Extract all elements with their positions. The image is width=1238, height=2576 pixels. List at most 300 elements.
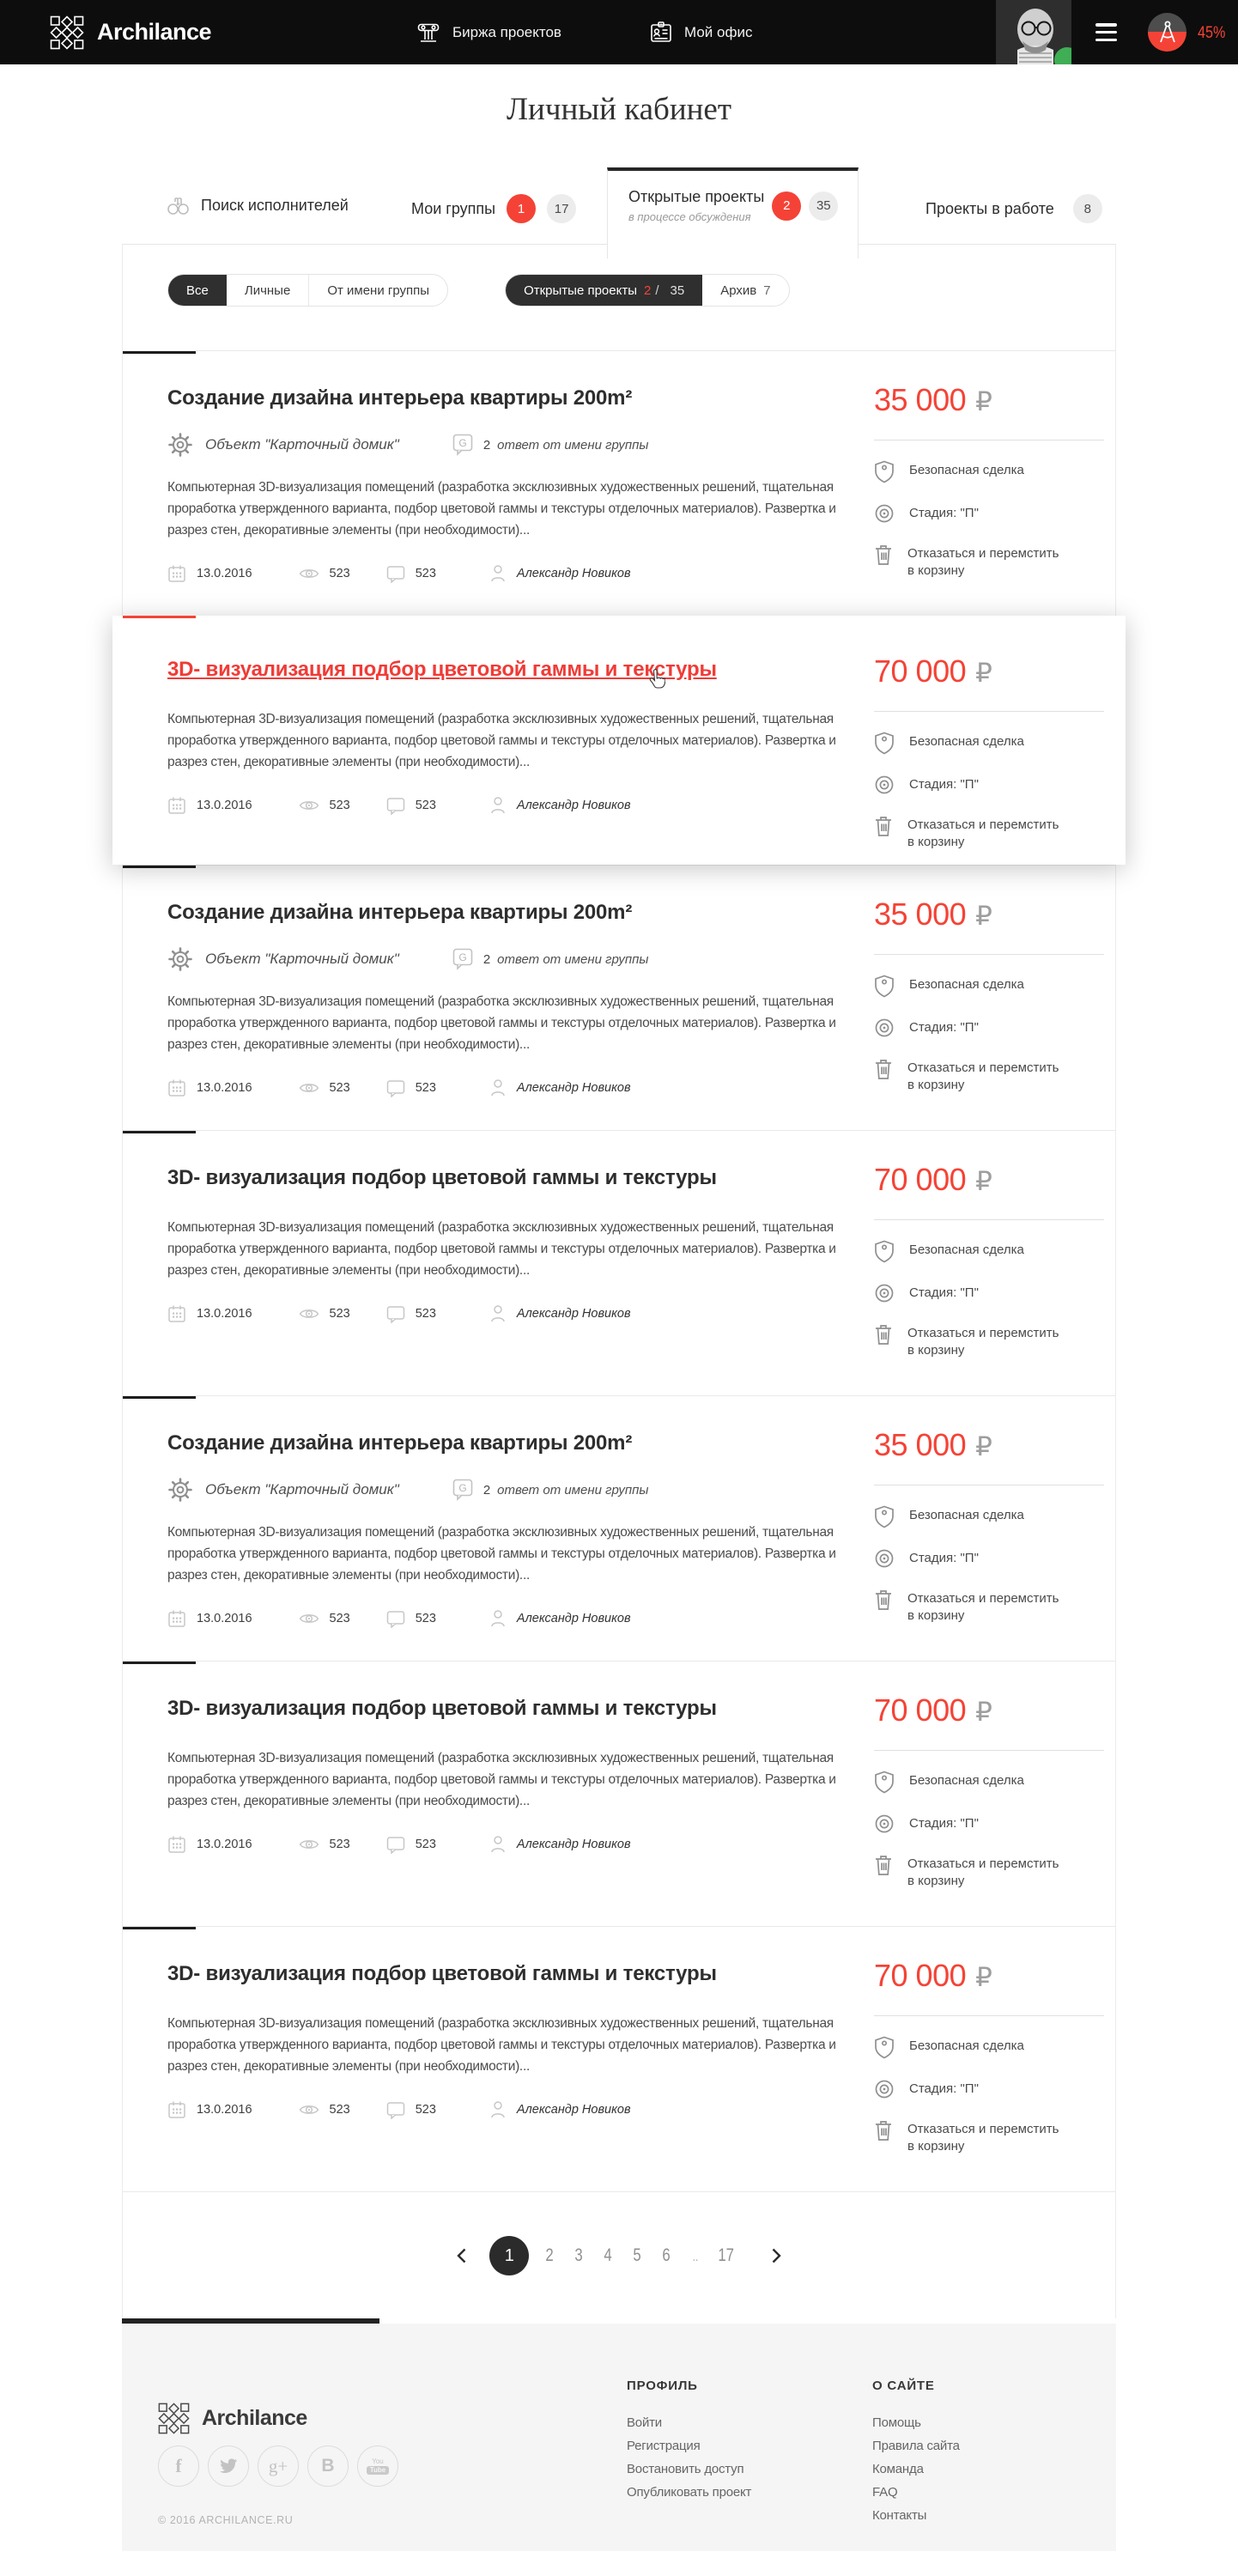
calendar-icon xyxy=(167,796,186,815)
safe-deal-label: Безопасная сделка xyxy=(909,463,1024,477)
author-name: Александр Новиков xyxy=(516,799,631,812)
tab-projects-in-work[interactable] xyxy=(925,194,1102,223)
project-stats-row xyxy=(167,1609,865,1628)
nav-label: Мой офис xyxy=(684,23,753,40)
project-meta-row xyxy=(167,1477,865,1503)
views-item xyxy=(299,2103,350,2117)
safe-deal-label: Безопасная сделка xyxy=(909,734,1024,749)
project-side-panel xyxy=(874,1162,1111,1359)
views-item xyxy=(299,799,350,812)
discard-to-trash-button[interactable] xyxy=(874,1590,1111,1625)
filter-on-behalf-of-group[interactable]: От имени группы xyxy=(327,283,430,298)
app-header xyxy=(0,0,1238,64)
price xyxy=(874,1958,1111,1994)
nav-item-project-exchange[interactable] xyxy=(416,0,561,64)
footer-link-team[interactable]: Команда xyxy=(872,2462,924,2476)
facebook-icon[interactable]: f xyxy=(158,2445,199,2487)
page-title: Личный кабинет xyxy=(506,92,732,127)
calendar-icon xyxy=(167,1835,186,1854)
footer-brand-name: Archilance xyxy=(202,2406,307,2430)
trash-icon xyxy=(874,1589,893,1611)
price-value: 70 000 xyxy=(874,653,967,689)
author-item[interactable] xyxy=(489,1609,631,1628)
footer-link-help[interactable]: Помощь xyxy=(872,2415,921,2430)
views-count: 523 xyxy=(329,1307,350,1321)
gear-icon xyxy=(167,1477,193,1503)
shield-icon xyxy=(874,460,895,483)
project-stats-row xyxy=(167,564,865,583)
date-item xyxy=(167,1078,252,1097)
footer-link-publish-project[interactable]: Опубликовать проект xyxy=(627,2485,752,2500)
object-label: Объект "Карточный домик" xyxy=(205,951,399,967)
tabs-bar xyxy=(122,167,1116,245)
safe-deal-row xyxy=(874,1242,1111,1263)
project-title-link[interactable]: 3D- визуализация подбор цветовой гаммы и текстуры xyxy=(167,657,717,683)
project-stats-row xyxy=(167,2100,865,2119)
pagination xyxy=(123,2191,1115,2318)
author-name: Александр Новиков xyxy=(516,1612,631,1625)
date-value: 13.0.2016 xyxy=(197,1612,252,1625)
total-count-badge: 17 xyxy=(547,194,576,223)
project-card xyxy=(123,350,1115,616)
project-title-link[interactable]: Создание дизайна интерьера квартиры 200m² xyxy=(167,1431,633,1455)
shield-icon xyxy=(874,1771,895,1794)
comments-item xyxy=(386,1836,436,1854)
calendar-icon xyxy=(167,1304,186,1323)
nav-label: Биржа проектов xyxy=(452,23,561,40)
author-name: Александр Новиков xyxy=(516,567,631,580)
date-value: 13.0.2016 xyxy=(197,799,252,812)
side-divider xyxy=(874,1219,1104,1220)
views-count: 523 xyxy=(329,1612,350,1625)
main-panel xyxy=(122,245,1116,2318)
id-card-icon xyxy=(649,21,673,45)
new-count-badge: 1 xyxy=(507,194,536,223)
ruble-sign: ₽ xyxy=(975,901,992,931)
reply-count: 2 xyxy=(482,1482,491,1498)
reply-label: ответ от имени группы xyxy=(497,951,649,967)
person-icon xyxy=(489,1304,507,1323)
total-count-badge: 35 xyxy=(809,191,838,221)
profile-progress-percent: 45% xyxy=(1198,24,1226,42)
tab-label: Мои группы xyxy=(411,199,496,217)
project-card xyxy=(123,865,1115,1130)
target-icon xyxy=(874,503,895,524)
date-item xyxy=(167,796,252,815)
author-item[interactable] xyxy=(489,1835,631,1854)
page-number-2[interactable]: 2 xyxy=(545,2245,554,2265)
comments-item xyxy=(386,797,436,815)
footer-column-profile xyxy=(627,2379,751,2508)
project-side-panel xyxy=(874,653,1111,851)
youtube-icon[interactable]: You Tube xyxy=(357,2445,398,2487)
stage-row xyxy=(874,2081,1111,2099)
stage-row xyxy=(874,1019,1111,1038)
price xyxy=(874,1427,1111,1463)
project-stats-row xyxy=(167,796,865,815)
comment-icon xyxy=(386,1305,405,1323)
comment-icon xyxy=(386,797,405,815)
site-footer xyxy=(122,2324,1116,2551)
stage-label: Стадия: "П" xyxy=(909,777,979,792)
stage-label: Стадия: "П" xyxy=(909,1285,979,1300)
menu-hamburger-icon[interactable] xyxy=(1095,23,1117,41)
project-side-panel xyxy=(874,382,1111,580)
comments-item xyxy=(386,565,436,583)
stage-label: Стадия: "П" xyxy=(909,1551,979,1565)
tab-label: Проекты в работе xyxy=(925,199,1054,217)
eye-icon xyxy=(299,799,319,812)
reply-count: 2 xyxy=(482,437,491,453)
copyright: © 2016 ARCHILANCE.RU xyxy=(158,2514,294,2526)
date-item xyxy=(167,1304,252,1323)
target-icon xyxy=(874,2079,895,2099)
page-numbers xyxy=(489,2236,748,2275)
comments-item xyxy=(386,1305,436,1323)
price-value: 70 000 xyxy=(874,1958,967,1993)
discard-label: Отказаться и перемстить в корзину xyxy=(907,2122,1059,2154)
stage-row xyxy=(874,1285,1111,1303)
calendar-icon xyxy=(167,2100,186,2119)
project-card xyxy=(123,1395,1115,1661)
footer-link-site-rules[interactable]: Правила сайта xyxy=(872,2439,960,2453)
project-description: Компьютерная 3D-визуализация помещений (разработка эксклюзивных художественных решений, тщательная проработка утвержденного варианта, подбор цветовой гаммы и текстуры отделочных материалов). Развертка и разрез стен, декоративные элементы (при необходимости)... xyxy=(167,994,836,1052)
page-number-6[interactable]: 6 xyxy=(662,2245,671,2265)
project-stats-row xyxy=(167,1835,865,1854)
comment-icon xyxy=(386,565,405,583)
binoculars-icon xyxy=(167,194,190,216)
calendar-icon xyxy=(167,1078,186,1097)
safe-deal-row xyxy=(874,1772,1111,1794)
discard-label: Отказаться и перемстить в корзину xyxy=(907,1326,1059,1358)
person-icon xyxy=(489,1835,507,1854)
archilance-logo-icon xyxy=(158,2403,190,2434)
safe-deal-row xyxy=(874,2038,1111,2059)
project-description: Компьютерная 3D-визуализация помещений (разработка эксклюзивных художественных решений, тщательная проработка утвержденного варианта, подбор цветовой гаммы и текстуры отделочных материалов). Развертка и разрез стен, декоративные элементы (при необходимости)... xyxy=(167,1220,836,1278)
ruble-sign: ₽ xyxy=(975,1166,992,1196)
price-value: 35 000 xyxy=(874,1427,967,1462)
price-value: 35 000 xyxy=(874,382,967,417)
archilance-logo-icon xyxy=(50,15,84,50)
project-description: Компьютерная 3D-визуализация помещений (разработка эксклюзивных художественных решений, тщательная проработка утвержденного варианта, подбор цветовой гаммы и текстуры отделочных материалов). Развертка и разрез стен, декоративные элементы (при необходимости)... xyxy=(167,2016,836,2074)
comments-item xyxy=(386,1610,436,1628)
footer-link-contacts[interactable]: Контакты xyxy=(872,2508,927,2523)
date-item xyxy=(167,1835,252,1854)
price-value: 70 000 xyxy=(874,1692,967,1728)
stage-row xyxy=(874,1815,1111,1834)
page-number-3[interactable]: 3 xyxy=(574,2245,583,2265)
discard-to-trash-button[interactable] xyxy=(874,2121,1111,2155)
comments-count: 523 xyxy=(415,1612,436,1625)
tab-open-projects[interactable] xyxy=(607,167,859,258)
price-value: 35 000 xyxy=(874,896,967,932)
eye-icon xyxy=(299,1838,319,1851)
footer-column-about xyxy=(872,2379,960,2531)
eye-icon xyxy=(299,1081,319,1095)
tab-my-groups[interactable] xyxy=(411,194,576,223)
project-card xyxy=(123,1130,1115,1395)
author-name: Александр Новиков xyxy=(516,1307,631,1321)
nav-item-my-office[interactable] xyxy=(649,0,752,64)
safe-deal-row xyxy=(874,733,1111,755)
safe-deal-label: Безопасная сделка xyxy=(909,1508,1024,1522)
person-icon xyxy=(489,1609,507,1628)
trash-icon xyxy=(874,2119,893,2142)
date-value: 13.0.2016 xyxy=(197,567,252,580)
views-item xyxy=(299,1081,350,1095)
project-title-link[interactable]: 3D- визуализация подбор цветовой гаммы и текстуры xyxy=(167,1697,717,1720)
discard-label: Отказаться и перемстить в корзину xyxy=(907,1060,1059,1092)
tab-search-executors[interactable] xyxy=(167,194,349,216)
new-count-badge: 2 xyxy=(772,191,801,221)
author-item[interactable] xyxy=(489,564,631,583)
page-number-5[interactable]: 5 xyxy=(633,2245,641,2265)
views-item xyxy=(299,567,350,580)
footer-brand-logo[interactable] xyxy=(158,2403,307,2434)
views-item xyxy=(299,1838,350,1851)
column-icon xyxy=(416,20,441,46)
svg-text:G: G xyxy=(458,951,467,963)
shield-icon xyxy=(874,1505,895,1528)
side-divider xyxy=(874,711,1104,712)
tab-sublabel: в процессе обсуждения xyxy=(628,210,751,223)
behance-icon[interactable]: B xyxy=(307,2445,349,2487)
ruble-sign: ₽ xyxy=(975,1431,992,1461)
stage-label: Стадия: "П" xyxy=(909,506,979,520)
project-title-link[interactable]: Создание дизайна интерьера квартиры 200m² xyxy=(167,386,633,410)
date-item xyxy=(167,2100,252,2119)
date-item xyxy=(167,1609,252,1628)
price-value: 70 000 xyxy=(874,1162,967,1197)
target-icon xyxy=(874,775,895,795)
discard-label: Отказаться и перемстить в корзину xyxy=(907,1591,1059,1623)
open-new-count: 2 xyxy=(643,283,652,298)
views-count: 523 xyxy=(329,1081,350,1095)
next-page-button[interactable] xyxy=(763,2248,790,2263)
eye-icon xyxy=(299,1612,319,1625)
safe-deal-row xyxy=(874,976,1111,998)
author-name: Александр Новиков xyxy=(516,2103,631,2117)
comments-item xyxy=(386,1079,436,1097)
discard-to-trash-button[interactable] xyxy=(874,1856,1111,1890)
state-filter-group xyxy=(505,274,790,307)
tab-label: Поиск исполнителей xyxy=(201,196,349,214)
comment-icon xyxy=(386,1836,405,1854)
project-side-panel xyxy=(874,1958,1111,2155)
project-title-link[interactable]: Создание дизайна интерьера квартиры 200m² xyxy=(167,901,633,924)
eye-icon xyxy=(299,2103,319,2117)
group-reply-icon xyxy=(452,434,473,456)
discard-to-trash-button[interactable] xyxy=(874,1060,1111,1094)
trash-icon xyxy=(874,815,893,837)
price xyxy=(874,896,1111,933)
views-count: 523 xyxy=(329,799,350,812)
project-card xyxy=(112,616,1126,865)
person-icon xyxy=(489,796,507,815)
filter-personal[interactable]: Личные xyxy=(227,275,309,306)
gear-icon xyxy=(167,946,193,972)
social-links xyxy=(158,2445,398,2487)
project-card xyxy=(123,1926,1115,2191)
person-icon xyxy=(489,1078,507,1097)
target-icon xyxy=(874,1814,895,1834)
project-list xyxy=(123,350,1115,2191)
footer-link-login[interactable]: Войти xyxy=(627,2415,662,2430)
project-side-panel xyxy=(874,1427,1111,1625)
profile-progress-badge[interactable] xyxy=(1148,13,1186,52)
eye-icon xyxy=(299,567,319,580)
views-count: 523 xyxy=(329,1838,350,1851)
date-value: 13.0.2016 xyxy=(197,2103,252,2117)
comments-count: 523 xyxy=(415,567,436,580)
twitter-icon[interactable] xyxy=(208,2445,249,2487)
total-count-badge: 8 xyxy=(1073,194,1102,223)
comment-icon xyxy=(386,1079,405,1097)
comments-count: 523 xyxy=(415,1081,436,1095)
author-name: Александр Новиков xyxy=(516,1081,631,1095)
safe-deal-label: Безопасная сделка xyxy=(909,1242,1024,1257)
comments-count: 523 xyxy=(415,2103,436,2117)
filter-archive[interactable]: Архив 7 xyxy=(720,283,771,298)
project-card xyxy=(123,1661,1115,1926)
project-description: Компьютерная 3D-визуализация помещений (разработка эксклюзивных художественных решений, тщательная проработка утвержденного варианта, подбор цветовой гаммы и текстуры отделочных материалов). Развертка и разрез стен, декоративные элементы (при необходимости)... xyxy=(167,1751,836,1808)
stage-label: Стадия: "П" xyxy=(909,2081,979,2096)
brand-logo[interactable] xyxy=(50,0,211,64)
discard-label: Отказаться и перемстить в корзину xyxy=(907,546,1059,578)
svg-text:G: G xyxy=(458,1482,467,1494)
shield-icon xyxy=(874,975,895,998)
discard-to-trash-button[interactable] xyxy=(874,1325,1111,1359)
open-total-count: 35 xyxy=(670,283,685,298)
ruble-sign: ₽ xyxy=(975,658,992,688)
stage-row xyxy=(874,776,1111,795)
project-meta-row xyxy=(167,432,865,458)
filter-all[interactable]: Все xyxy=(168,275,227,306)
page-number-17[interactable]: 17 xyxy=(718,2245,735,2265)
comment-icon xyxy=(386,1610,405,1628)
trash-icon xyxy=(874,544,893,566)
project-stats-row xyxy=(167,1078,865,1097)
project-side-panel xyxy=(874,1692,1111,1890)
trash-icon xyxy=(874,1854,893,1876)
footer-link-faq[interactable]: FAQ xyxy=(872,2485,898,2500)
reply-count: 2 xyxy=(482,951,491,967)
project-stats-row xyxy=(167,1304,865,1323)
eye-icon xyxy=(299,1307,319,1321)
views-item xyxy=(299,1612,350,1625)
side-divider xyxy=(874,1750,1104,1751)
ruble-sign: ₽ xyxy=(975,386,992,416)
project-meta-row xyxy=(167,946,865,972)
page-number-1[interactable]: 1 xyxy=(489,2236,529,2275)
safe-deal-row xyxy=(874,1507,1111,1528)
calendar-icon xyxy=(167,1609,186,1628)
project-title-link[interactable]: 3D- визуализация подбор цветовой гаммы и текстуры xyxy=(167,1962,717,1985)
page-ellipsis: .. xyxy=(692,2249,699,2264)
page-number-4[interactable]: 4 xyxy=(604,2245,612,2265)
discard-to-trash-button[interactable] xyxy=(874,545,1111,580)
author-item[interactable] xyxy=(489,2100,631,2119)
archive-count: 7 xyxy=(763,283,771,298)
user-avatar[interactable] xyxy=(996,0,1071,64)
author-item[interactable] xyxy=(489,1304,631,1323)
prev-page-button[interactable] xyxy=(448,2248,475,2263)
views-count: 523 xyxy=(329,2103,350,2117)
footer-column-title: ПРОФИЛЬ xyxy=(627,2379,698,2393)
filter-open-projects[interactable]: Открытые проекты 2 / 35 xyxy=(506,275,702,306)
safe-deal-label: Безопасная сделка xyxy=(909,2038,1024,2053)
discard-label: Отказаться и перемстить в корзину xyxy=(907,1856,1059,1888)
object-label: Объект "Карточный домик" xyxy=(205,1481,399,1498)
price xyxy=(874,1692,1111,1728)
date-value: 13.0.2016 xyxy=(197,1307,252,1321)
tab-label: Открытые проекты xyxy=(628,188,765,205)
group-reply-icon xyxy=(452,948,473,970)
reply-label: ответ от имени группы xyxy=(497,437,649,453)
calendar-icon xyxy=(167,564,186,583)
comments-count: 523 xyxy=(415,1307,436,1321)
project-title-link[interactable]: 3D- визуализация подбор цветовой гаммы и текстуры xyxy=(167,1166,717,1189)
content-column xyxy=(122,167,1116,2551)
stage-label: Стадия: "П" xyxy=(909,1020,979,1035)
shield-icon xyxy=(874,1240,895,1263)
stage-row xyxy=(874,505,1111,524)
hand-cursor-icon xyxy=(646,669,665,691)
drafting-compass-icon xyxy=(1156,20,1179,46)
footer-link-restore-access[interactable]: Востановить доступ xyxy=(627,2462,744,2476)
filters-section xyxy=(123,245,1115,350)
footer-link-register[interactable]: Регистрация xyxy=(627,2439,701,2453)
google-plus-icon[interactable]: g+ xyxy=(258,2445,299,2487)
scope-filter-group xyxy=(167,274,448,307)
trash-icon xyxy=(874,1323,893,1346)
person-icon xyxy=(489,564,507,583)
author-item[interactable] xyxy=(489,796,631,815)
brand-name: Archilance xyxy=(97,19,212,45)
comment-icon xyxy=(386,2101,405,2119)
side-divider xyxy=(874,954,1104,955)
target-icon xyxy=(874,1283,895,1303)
target-icon xyxy=(874,1018,895,1038)
safe-deal-row xyxy=(874,462,1111,483)
price xyxy=(874,653,1111,690)
person-icon xyxy=(489,2100,507,2119)
shield-icon xyxy=(874,732,895,755)
reply-label: ответ от имени группы xyxy=(497,1482,649,1498)
safe-deal-label: Безопасная сделка xyxy=(909,977,1024,992)
project-description: Компьютерная 3D-визуализация помещений (разработка эксклюзивных художественных решений, тщательная проработка утвержденного варианта, подбор цветовой гаммы и текстуры отделочных материалов). Развертка и разрез стен, декоративные элементы (при необходимости)... xyxy=(167,1525,836,1583)
safe-deal-label: Безопасная сделка xyxy=(909,1773,1024,1788)
discard-to-trash-button[interactable] xyxy=(874,817,1111,851)
ruble-sign: ₽ xyxy=(975,1962,992,1992)
author-name: Александр Новиков xyxy=(516,1838,631,1851)
date-item xyxy=(167,564,252,583)
group-reply-icon xyxy=(452,1479,473,1501)
project-description: Компьютерная 3D-визуализация помещений (разработка эксклюзивных художественных решений, тщательная проработка утвержденного варианта, подбор цветовой гаммы и текстуры отделочных материалов). Развертка и разрез стен, декоративные элементы (при необходимости)... xyxy=(167,712,836,769)
comments-count: 523 xyxy=(415,799,436,812)
svg-text:G: G xyxy=(458,437,467,449)
date-value: 13.0.2016 xyxy=(197,1081,252,1095)
object-label: Объект "Карточный домик" xyxy=(205,436,399,453)
author-item[interactable] xyxy=(489,1078,631,1097)
project-side-panel xyxy=(874,896,1111,1094)
date-value: 13.0.2016 xyxy=(197,1838,252,1851)
stage-row xyxy=(874,1550,1111,1569)
target-icon xyxy=(874,1548,895,1569)
comments-count: 523 xyxy=(415,1838,436,1851)
trash-icon xyxy=(874,1058,893,1080)
gear-icon xyxy=(167,432,193,458)
